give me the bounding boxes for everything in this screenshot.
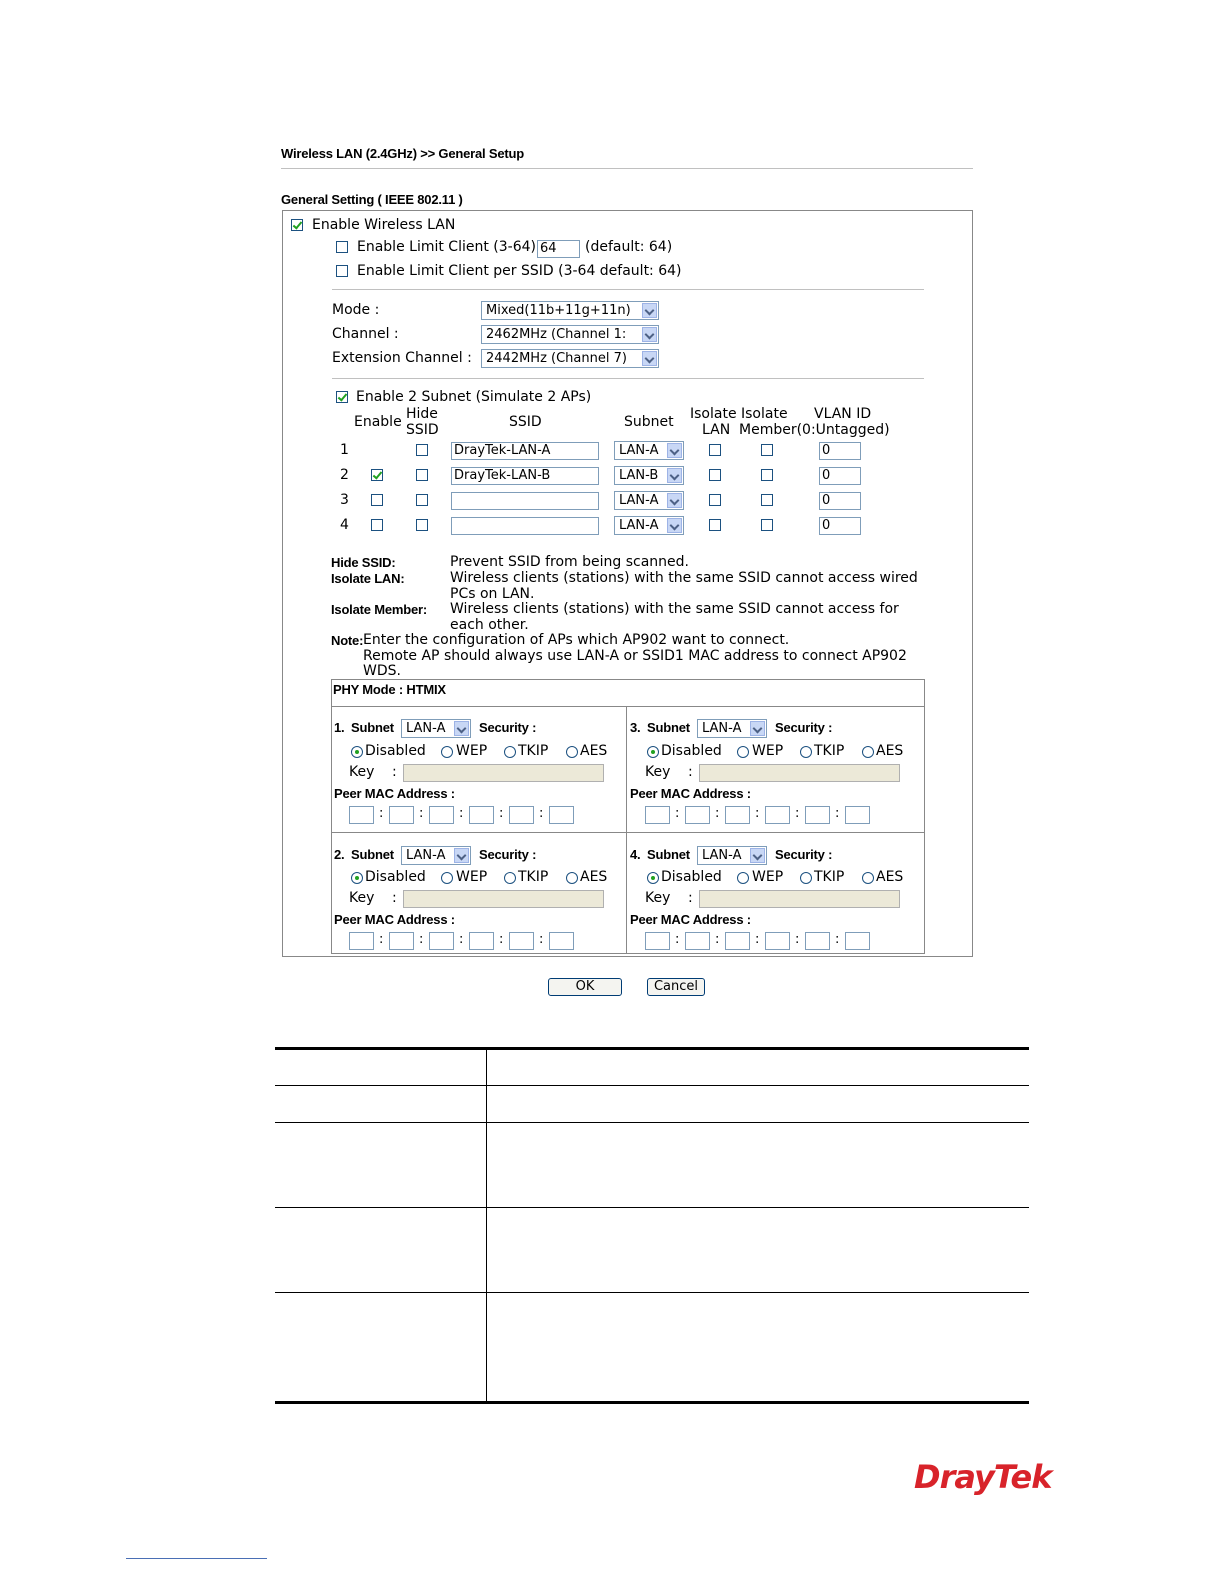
row3-subnet-value: LAN-A: [619, 493, 659, 508]
wds2-mac-3[interactable]: [429, 932, 454, 950]
key-colon: :: [688, 890, 693, 906]
enable-limit-client-checkbox[interactable]: [336, 241, 348, 253]
row3-isolate-lan-checkbox[interactable]: [709, 494, 721, 506]
extension-channel-select[interactable]: [481, 349, 659, 368]
divider: [332, 378, 924, 379]
table-row-divider: [275, 1207, 1029, 1208]
row4-hide-ssid-checkbox[interactable]: [416, 519, 428, 531]
wds4-mac-1[interactable]: [645, 932, 670, 950]
draytek-logo: DrayTek: [914, 1458, 1052, 1496]
row1-vlan-input[interactable]: 0: [819, 442, 861, 460]
note-text-3: WDS.: [363, 663, 401, 679]
header-isolate-member-2: Member(0:Untagged): [739, 422, 890, 438]
divider: [332, 832, 924, 833]
header-isolate-member-1: Isolate: [741, 406, 788, 422]
chevron-down-icon: [667, 468, 682, 483]
row2-vlan-input[interactable]: 0: [819, 467, 861, 485]
wds-key-label: Key: [645, 764, 671, 780]
wds3-mac-5[interactable]: [805, 806, 830, 824]
wds2-disabled-radio[interactable]: [351, 872, 363, 884]
chevron-down-icon: [642, 351, 657, 366]
option-disabled: Disabled: [365, 743, 426, 759]
divider: [626, 707, 627, 953]
wds3-mac-3[interactable]: [725, 806, 750, 824]
row1-hide-ssid-checkbox[interactable]: [416, 444, 428, 456]
key-colon: :: [392, 764, 397, 780]
row2-enable-checkbox[interactable]: [371, 469, 383, 481]
wds2-aes-radio[interactable]: [566, 872, 578, 884]
wds3-aes-radio[interactable]: [862, 746, 874, 758]
wds3-mac-4[interactable]: [765, 806, 790, 824]
wds-key-label: Key: [645, 890, 671, 906]
option-wep: WEP: [752, 743, 784, 759]
wds4-tkip-radio[interactable]: [800, 872, 812, 884]
enable-wireless-lan-checkbox[interactable]: [291, 219, 303, 231]
wds3-disabled-radio[interactable]: [647, 746, 659, 758]
option-tkip: TKIP: [814, 869, 845, 885]
table-top-border: [275, 1047, 1029, 1050]
wds1-mac-3[interactable]: [429, 806, 454, 824]
option-wep: WEP: [456, 743, 488, 759]
limit-client-per-ssid-checkbox[interactable]: [336, 265, 348, 277]
wds2-mac-6[interactable]: [549, 932, 574, 950]
peer-mac-label: Peer MAC Address :: [334, 912, 455, 927]
wds-security-label: Security :: [775, 847, 833, 862]
wds3-subnet-value: LAN-A: [702, 721, 742, 736]
header-isolate-lan-2: LAN: [702, 422, 731, 438]
wds3-key-input[interactable]: [699, 764, 900, 782]
limit-client-per-ssid-label: Enable Limit Client per SSID (3-64 default: 64): [357, 263, 682, 279]
wds1-disabled-radio[interactable]: [351, 746, 363, 758]
mode-label: Mode :: [332, 302, 380, 318]
wds-subnet-label: Subnet: [351, 847, 394, 862]
table-bottom-border: [275, 1401, 1029, 1404]
wds1-subnet-select[interactable]: [401, 719, 471, 738]
wds4-mac-6[interactable]: [845, 932, 870, 950]
wds3-subnet-select[interactable]: [697, 719, 767, 738]
wds-subnet-label: Subnet: [647, 847, 690, 862]
row1-isolate-member-checkbox[interactable]: [761, 444, 773, 456]
table-row-divider: [275, 1085, 1029, 1086]
extension-channel-label: Extension Channel :: [332, 350, 472, 366]
isolate-member-note-text-2: each other.: [450, 617, 529, 633]
row1-ssid-input[interactable]: DrayTek-LAN-A: [451, 442, 599, 460]
header-subnet: Subnet: [624, 414, 674, 430]
hide-ssid-note-text: Prevent SSID from being scanned.: [450, 554, 689, 570]
section-title: General Setting ( IEEE 802.11 ): [281, 192, 463, 207]
wds2-subnet-value: LAN-A: [406, 848, 446, 863]
breadcrumb-divider: [281, 168, 973, 169]
row-number: 2: [340, 467, 349, 483]
wds4-mac-2[interactable]: [685, 932, 710, 950]
enable-wireless-lan-label: Enable Wireless LAN: [312, 217, 456, 233]
note-label: Note:: [331, 633, 364, 648]
row3-vlan-input[interactable]: 0: [819, 492, 861, 510]
row1-isolate-lan-checkbox[interactable]: [709, 444, 721, 456]
row4-ssid-input[interactable]: [451, 517, 599, 535]
wds-block-number: 4.: [630, 847, 641, 862]
row-number: 1: [340, 442, 349, 458]
wds1-mac-1[interactable]: [349, 806, 374, 824]
row2-isolate-member-checkbox[interactable]: [761, 469, 773, 481]
mode-select[interactable]: [481, 301, 659, 320]
table-row-divider: [275, 1122, 1029, 1123]
wds-subnet-label: Subnet: [647, 720, 690, 735]
table-column-divider: [486, 1049, 487, 1402]
option-tkip: TKIP: [518, 869, 549, 885]
chevron-down-icon: [454, 721, 469, 736]
row4-isolate-lan-checkbox[interactable]: [709, 519, 721, 531]
wds1-mac-4[interactable]: [469, 806, 494, 824]
wds2-mac-1[interactable]: [349, 932, 374, 950]
peer-mac-label: Peer MAC Address :: [334, 786, 455, 801]
chevron-down-icon: [667, 443, 682, 458]
wds2-subnet-select[interactable]: [401, 846, 471, 865]
row3-ssid-input[interactable]: [451, 492, 599, 510]
wds-security-label: Security :: [479, 720, 537, 735]
row-number: 4: [340, 517, 349, 533]
wds3-mac-2[interactable]: [685, 806, 710, 824]
footer-link-underline: [126, 1558, 267, 1559]
key-colon: :: [688, 764, 693, 780]
option-tkip: TKIP: [518, 743, 549, 759]
row1-subnet-value: LAN-A: [619, 443, 659, 458]
option-aes: AES: [876, 743, 904, 759]
mode-value: Mixed(11b+11g+11n): [486, 303, 631, 318]
row3-isolate-member-checkbox[interactable]: [761, 494, 773, 506]
chevron-down-icon: [454, 848, 469, 863]
wds4-wep-radio[interactable]: [737, 872, 749, 884]
wds1-tkip-radio[interactable]: [504, 746, 516, 758]
channel-select[interactable]: [481, 325, 659, 344]
option-wep: WEP: [456, 869, 488, 885]
wds4-mac-3[interactable]: [725, 932, 750, 950]
wds1-wep-radio[interactable]: [441, 746, 453, 758]
chevron-down-icon: [642, 327, 657, 342]
row1-subnet-select[interactable]: [614, 441, 684, 460]
option-disabled: Disabled: [661, 743, 722, 759]
chevron-down-icon: [667, 518, 682, 533]
row4-subnet-select[interactable]: [614, 516, 684, 535]
note-text-1: Enter the configuration of APs which AP902 want to connect.: [363, 632, 790, 648]
wds3-tkip-radio[interactable]: [800, 746, 812, 758]
wds2-tkip-radio[interactable]: [504, 872, 516, 884]
header-hide-ssid-1: Hide: [406, 406, 438, 422]
option-aes: AES: [580, 869, 608, 885]
isolate-member-note-label: Isolate Member:: [331, 602, 427, 617]
option-disabled: Disabled: [365, 869, 426, 885]
cancel-button[interactable]: Cancel: [647, 978, 705, 996]
wds4-subnet-value: LAN-A: [702, 848, 742, 863]
wds2-key-input[interactable]: [403, 890, 604, 908]
wds1-aes-radio[interactable]: [566, 746, 578, 758]
divider: [332, 706, 924, 707]
header-isolate-lan-1: Isolate: [690, 406, 737, 422]
row4-subnet-value: LAN-A: [619, 518, 659, 533]
isolate-lan-note-label: Isolate LAN:: [331, 571, 405, 586]
option-aes: AES: [876, 869, 904, 885]
extension-channel-value: 2442MHz (Channel 7): [486, 351, 627, 366]
phy-mode: PHY Mode : HTMIX: [333, 682, 446, 697]
row2-hide-ssid-checkbox[interactable]: [416, 469, 428, 481]
wds1-mac-2[interactable]: [389, 806, 414, 824]
wds4-subnet-select[interactable]: [697, 846, 767, 865]
header-enable: Enable: [354, 414, 402, 430]
option-tkip: TKIP: [814, 743, 845, 759]
wds1-mac-6[interactable]: [549, 806, 574, 824]
row2-ssid-input[interactable]: DrayTek-LAN-B: [451, 467, 599, 485]
row2-isolate-lan-checkbox[interactable]: [709, 469, 721, 481]
peer-mac-label: Peer MAC Address :: [630, 786, 751, 801]
row4-vlan-input[interactable]: 0: [819, 517, 861, 535]
wds4-mac-5[interactable]: [805, 932, 830, 950]
wds-key-label: Key: [349, 764, 375, 780]
wds-key-label: Key: [349, 890, 375, 906]
wds-security-label: Security :: [479, 847, 537, 862]
wds2-mac-5[interactable]: [509, 932, 534, 950]
wds-block-number: 1.: [334, 720, 345, 735]
wds4-disabled-radio[interactable]: [647, 872, 659, 884]
isolate-member-note-text: Wireless clients (stations) with the same SSID cannot access for: [450, 601, 899, 617]
wds2-wep-radio[interactable]: [441, 872, 453, 884]
wds4-key-input[interactable]: [699, 890, 900, 908]
option-aes: AES: [580, 743, 608, 759]
enable-2-subnet-checkbox[interactable]: [336, 391, 348, 403]
wds-security-label: Security :: [775, 720, 833, 735]
row2-subnet-value: LAN-B: [619, 468, 659, 483]
wds1-key-input[interactable]: [403, 764, 604, 782]
wds4-mac-4[interactable]: [765, 932, 790, 950]
isolate-lan-note-text: Wireless clients (stations) with the same SSID cannot access wired: [450, 570, 918, 586]
wds-block-number: 2.: [334, 847, 345, 862]
divider: [332, 289, 924, 290]
wds2-mac-2[interactable]: [389, 932, 414, 950]
wds2-mac-4[interactable]: [469, 932, 494, 950]
row-number: 3: [340, 492, 349, 508]
row3-hide-ssid-checkbox[interactable]: [416, 494, 428, 506]
note-text-2: Remote AP should always use LAN-A or SSID1 MAC address to connect AP902: [363, 648, 907, 664]
wds3-wep-radio[interactable]: [737, 746, 749, 758]
wds3-mac-6[interactable]: [845, 806, 870, 824]
option-disabled: Disabled: [661, 869, 722, 885]
wds1-mac-5[interactable]: [509, 806, 534, 824]
key-colon: :: [392, 890, 397, 906]
channel-label: Channel :: [332, 326, 399, 342]
row3-enable-checkbox[interactable]: [371, 494, 383, 506]
wds-subnet-label: Subnet: [351, 720, 394, 735]
peer-mac-label: Peer MAC Address :: [630, 912, 751, 927]
wds-block-number: 3.: [630, 720, 641, 735]
channel-value: 2462MHz (Channel 1:: [486, 327, 627, 342]
header-ssid: SSID: [509, 414, 542, 430]
row4-enable-checkbox[interactable]: [371, 519, 383, 531]
hide-ssid-note-label: Hide SSID:: [331, 555, 396, 570]
ok-button[interactable]: OK: [548, 978, 622, 996]
row4-isolate-member-checkbox[interactable]: [761, 519, 773, 531]
wds4-aes-radio[interactable]: [862, 872, 874, 884]
chevron-down-icon: [750, 721, 765, 736]
chevron-down-icon: [667, 493, 682, 508]
chevron-down-icon: [750, 848, 765, 863]
limit-client-input[interactable]: 64: [537, 240, 580, 258]
header-hide-ssid-2: SSID: [406, 422, 439, 438]
wds1-subnet-value: LAN-A: [406, 721, 446, 736]
table-row-divider: [275, 1292, 1029, 1293]
limit-client-default: (default: 64): [585, 239, 673, 255]
header-vlan-id: VLAN ID: [814, 406, 872, 422]
row3-subnet-select[interactable]: [614, 491, 684, 510]
isolate-lan-note-text-2: PCs on LAN.: [450, 586, 535, 602]
option-wep: WEP: [752, 869, 784, 885]
limit-client-label: Enable Limit Client (3-64): [357, 239, 536, 255]
enable-2-subnet-label: Enable 2 Subnet (Simulate 2 APs): [356, 389, 592, 405]
row2-subnet-select[interactable]: [614, 466, 684, 485]
page-breadcrumb: Wireless LAN (2.4GHz) >> General Setup: [281, 146, 524, 161]
chevron-down-icon: [642, 303, 657, 318]
wds3-mac-1[interactable]: [645, 806, 670, 824]
